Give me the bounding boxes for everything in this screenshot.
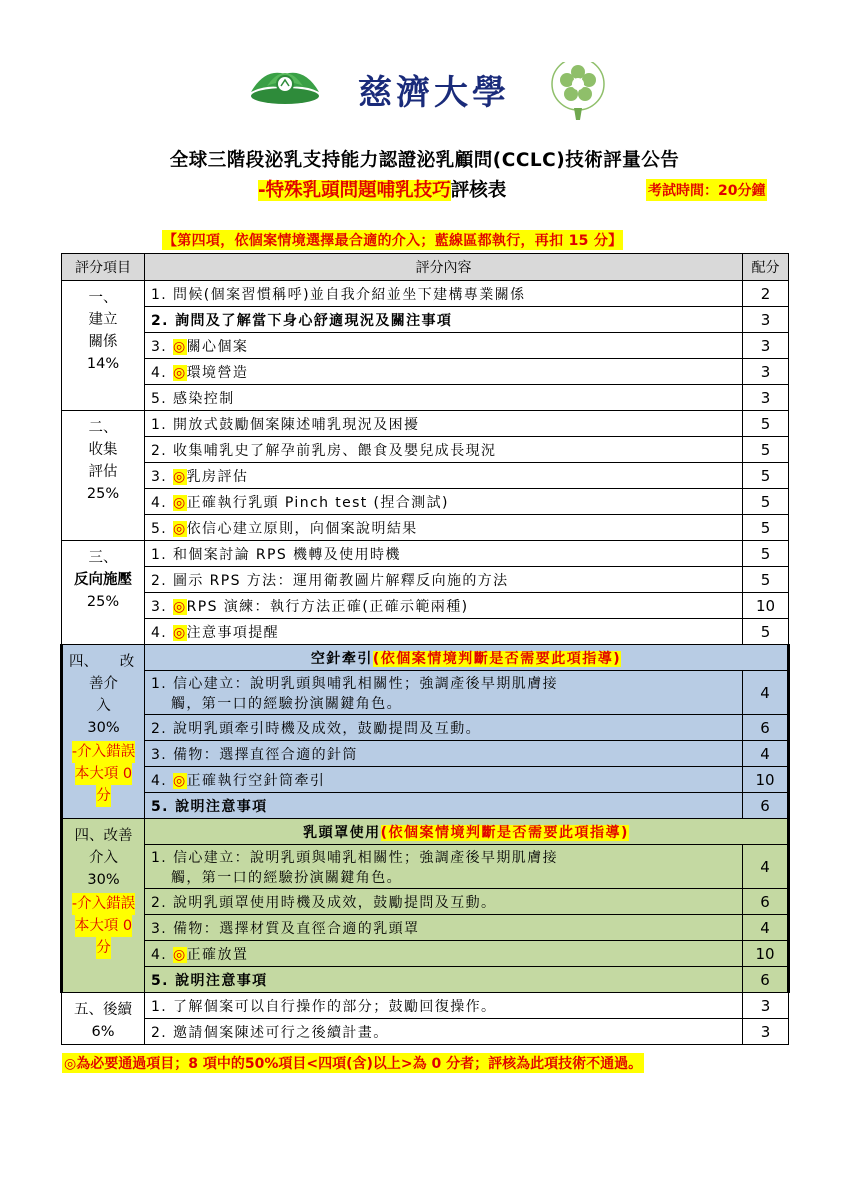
- item-content: [145, 333, 743, 359]
- header-content: 評分內容: [145, 254, 743, 281]
- table-row: [62, 619, 789, 645]
- table-row: [62, 281, 789, 307]
- warning-line: -介入錯誤: [72, 893, 135, 915]
- intervention-notice: 【第四項，依個案情境選擇最合適的介入；藍線區都執行，再扣 15 分】: [162, 230, 623, 250]
- section-head-note: (依個案情境判斷是否需要此項指導): [380, 824, 629, 841]
- header-category: 評分項目: [62, 254, 145, 281]
- item-content: [145, 741, 743, 767]
- category-cell: [62, 281, 145, 411]
- table-row: [62, 941, 789, 967]
- category-line: 25%: [86, 486, 120, 502]
- logo-graphics: [0, 62, 849, 122]
- category-line: 收集: [88, 442, 118, 458]
- item-content: [145, 593, 743, 619]
- table-row: [62, 715, 789, 741]
- warning-line: -介入錯誤: [72, 741, 135, 763]
- category-line: 一、: [88, 290, 118, 306]
- item-prefix: 3.: [151, 338, 174, 355]
- item-text-continued: 觸，第一口的經驗扮演關鍵角色。: [171, 869, 402, 886]
- category-warning: [69, 893, 138, 959]
- table-row: [62, 489, 789, 515]
- table-row: [62, 437, 789, 463]
- footer-note: ◎為必要通過項目；8 項中的50%項目<四項(含)以上>為 0 分者；評核為此項技術不通過。: [62, 1053, 644, 1073]
- item-content: [145, 1019, 743, 1045]
- item-score: 3: [743, 333, 789, 359]
- item-score: 4: [743, 671, 789, 715]
- table-row: [62, 889, 789, 915]
- category-line: 入: [96, 698, 111, 714]
- item-content: [145, 967, 743, 993]
- category-cell: [62, 541, 145, 645]
- item-text: 2. 收集哺乳史了解孕前乳房、餵食及嬰兒成長現況: [151, 442, 497, 459]
- category-line: 五、後續: [74, 1002, 132, 1018]
- item-text: 3. 備物：選擇直徑合適的針筒: [151, 746, 358, 763]
- required-mark-icon: ◎: [173, 468, 187, 485]
- table-row: [62, 845, 789, 889]
- warning-line: 分: [96, 937, 111, 959]
- category-line: 評估: [88, 464, 118, 480]
- table-row: [62, 385, 789, 411]
- warning-line: 分: [96, 785, 111, 807]
- required-mark-icon: ◎: [173, 598, 187, 615]
- table-row: [62, 515, 789, 541]
- lotus-logo-icon: [251, 73, 319, 104]
- table-row: [62, 767, 789, 793]
- item-content: [145, 671, 743, 715]
- section-head: [145, 819, 789, 845]
- category-line: 三、: [88, 550, 118, 566]
- item-score: 6: [743, 967, 789, 993]
- item-score: 4: [743, 741, 789, 767]
- item-text: 1. 了解個案可以自行操作的部分；鼓勵回復操作。: [151, 998, 497, 1015]
- table-row: [62, 359, 789, 385]
- item-score: 5: [743, 437, 789, 463]
- item-text: 正確放置: [186, 946, 249, 963]
- category-line: 6%: [91, 1024, 115, 1040]
- item-score: 10: [743, 941, 789, 967]
- category-line: 建立: [88, 312, 118, 328]
- table-row: [62, 307, 789, 333]
- item-score: 4: [743, 845, 789, 889]
- table-row: [62, 967, 789, 993]
- table-row: [62, 1019, 789, 1045]
- item-text: 正確執行乳頭 Pinch test (捏合測試): [186, 494, 449, 511]
- item-content: [145, 941, 743, 967]
- category-cell: [62, 993, 145, 1045]
- item-content: [145, 489, 743, 515]
- required-mark-icon: ◎: [173, 946, 187, 963]
- item-content: [145, 515, 743, 541]
- subtitle-rest: 評核表: [450, 180, 507, 201]
- section-head-row: [62, 645, 789, 671]
- item-text: 3. 備物：選擇材質及直徑合適的乳頭罩: [151, 920, 420, 937]
- document-title: 全球三階段泌乳支持能力認證泌乳顧問(CCLC)技術評量公告: [169, 150, 680, 171]
- item-score: 5: [743, 463, 789, 489]
- section-head-row: [62, 819, 789, 845]
- header-logo-row: [0, 62, 849, 122]
- category-line: 二、: [88, 420, 118, 436]
- category-line: 介入: [89, 850, 118, 866]
- item-text: 5. 說明注意事項: [151, 972, 268, 989]
- item-text: 1. 和個案討論 RPS 機轉及使用時機: [151, 546, 401, 563]
- item-content: [145, 889, 743, 915]
- table-row: [62, 463, 789, 489]
- item-score: 3: [743, 993, 789, 1019]
- required-mark-icon: ◎: [173, 772, 187, 789]
- item-content: [145, 715, 743, 741]
- category-line: 30%: [87, 720, 120, 736]
- table-row: [62, 671, 789, 715]
- required-mark-icon: ◎: [173, 520, 187, 537]
- item-text: 正確執行空針筒牽引: [186, 772, 326, 789]
- table-row: [62, 541, 789, 567]
- category-cell: [62, 411, 145, 541]
- item-text: 2. 邀請個案陳述可行之後續計畫。: [151, 1024, 389, 1041]
- table-row: [62, 567, 789, 593]
- section-head-title: 空針牽引: [310, 650, 373, 667]
- category-cell: [62, 819, 145, 993]
- document-subtitle: [258, 176, 506, 202]
- item-text: 5. 說明注意事項: [151, 798, 268, 815]
- item-score: 2: [743, 281, 789, 307]
- table-row: [62, 915, 789, 941]
- item-content: [145, 281, 743, 307]
- university-name: 慈濟大學: [358, 73, 510, 113]
- warning-line: 本大項 0: [75, 763, 132, 785]
- item-score: 5: [743, 411, 789, 437]
- item-content: [145, 541, 743, 567]
- item-score: 10: [743, 593, 789, 619]
- required-mark-icon: ◎: [173, 338, 187, 355]
- item-prefix: 4.: [151, 772, 174, 789]
- item-score: 3: [743, 359, 789, 385]
- item-content: [145, 793, 743, 819]
- category-line: 30%: [87, 872, 120, 888]
- table-row: [62, 741, 789, 767]
- item-content: [145, 993, 743, 1019]
- item-text: 依信心建立原則，向個案說明結果: [186, 520, 418, 537]
- item-text: 1. 開放式鼓勵個案陳述哺乳現況及困擾: [151, 416, 420, 433]
- table-row: [62, 793, 789, 819]
- item-content: [145, 915, 743, 941]
- item-content: [145, 385, 743, 411]
- item-score: 6: [743, 715, 789, 741]
- item-score: 3: [743, 385, 789, 411]
- item-score: 5: [743, 567, 789, 593]
- item-prefix: 5.: [151, 520, 174, 537]
- table-body: [62, 281, 789, 1045]
- item-prefix: 4.: [151, 364, 174, 381]
- item-score: 5: [743, 515, 789, 541]
- item-text-continued: 觸，第一口的經驗扮演關鍵角色。: [171, 695, 402, 712]
- exam-time-label: 考試時間：20分鐘: [646, 179, 767, 201]
- category-line: 25%: [86, 594, 120, 610]
- item-text: RPS 演練：執行方法正確(正確示範兩種): [186, 598, 469, 615]
- item-text: 乳房評估: [186, 468, 249, 485]
- item-content: [145, 845, 743, 889]
- section-head: [145, 645, 789, 671]
- item-text: 5. 感染控制: [151, 390, 235, 407]
- item-content: [145, 359, 743, 385]
- item-score: 5: [743, 619, 789, 645]
- required-mark-icon: ◎: [173, 494, 187, 511]
- item-score: 6: [743, 793, 789, 819]
- required-mark-icon: ◎: [173, 624, 187, 641]
- item-text: 2. 說明乳頭牽引時機及成效，鼓勵提問及互動。: [151, 720, 482, 737]
- item-score: 5: [743, 489, 789, 515]
- item-score: 4: [743, 915, 789, 941]
- item-text: 關心個案: [186, 338, 249, 355]
- category-cell: [62, 645, 145, 819]
- item-score: 3: [743, 307, 789, 333]
- item-content: [145, 567, 743, 593]
- item-score: 3: [743, 1019, 789, 1045]
- university-seal-icon: [552, 62, 604, 120]
- table-row: [62, 411, 789, 437]
- item-text: 環境營造: [186, 364, 249, 381]
- item-score: 5: [743, 541, 789, 567]
- item-text: 1. 問候(個案習慣稱呼)並自我介紹並坐下建構專業關係: [151, 286, 526, 303]
- item-score: 6: [743, 889, 789, 915]
- item-score: 10: [743, 767, 789, 793]
- item-text: 2. 詢問及了解當下身心舒適現況及關注事項: [151, 312, 453, 329]
- table-row: [62, 333, 789, 359]
- item-content: [145, 767, 743, 793]
- item-text: 2. 說明乳頭罩使用時機及成效，鼓勵提問及互動。: [151, 894, 497, 911]
- item-prefix: 4.: [151, 946, 174, 963]
- evaluation-table: [60, 253, 790, 1045]
- header-score: 配分: [743, 254, 789, 281]
- item-text: 1. 信心建立：說明乳頭與哺乳相關性；強調產後早期肌膚接: [151, 849, 559, 866]
- table-row: [62, 593, 789, 619]
- category-line: 14%: [86, 356, 120, 372]
- item-content: [145, 411, 743, 437]
- category-warning: [69, 741, 138, 807]
- category-line: 善介: [89, 676, 118, 692]
- category-line: 關係: [88, 334, 118, 350]
- item-text: 1. 信心建立：說明乳頭與哺乳相關性；強調產後早期肌膚接: [151, 675, 559, 692]
- section-head-note: (依個案情境判斷是否需要此項指導): [372, 650, 622, 667]
- item-content: [145, 463, 743, 489]
- item-prefix: 3.: [151, 598, 174, 615]
- category-line: 四、改善: [74, 828, 133, 844]
- item-text: 注意事項提醒: [186, 624, 280, 641]
- category-line: 四、 改: [69, 654, 135, 670]
- item-content: [145, 307, 743, 333]
- required-mark-icon: ◎: [173, 364, 187, 381]
- warning-line: 本大項 0: [75, 915, 132, 937]
- item-prefix: 4.: [151, 624, 174, 641]
- item-prefix: 4.: [151, 494, 174, 511]
- subtitle-highlight: -特殊乳頭問題哺乳技巧: [258, 180, 451, 201]
- section-head-title: 乳頭罩使用: [303, 824, 381, 841]
- item-content: [145, 437, 743, 463]
- item-content: [145, 619, 743, 645]
- table-row: [62, 993, 789, 1019]
- category-line: 反向施壓: [74, 572, 132, 588]
- item-text: 2. 圖示 RPS 方法：運用衛教圖片解釋反向施的方法: [151, 572, 509, 589]
- item-prefix: 3.: [151, 468, 174, 485]
